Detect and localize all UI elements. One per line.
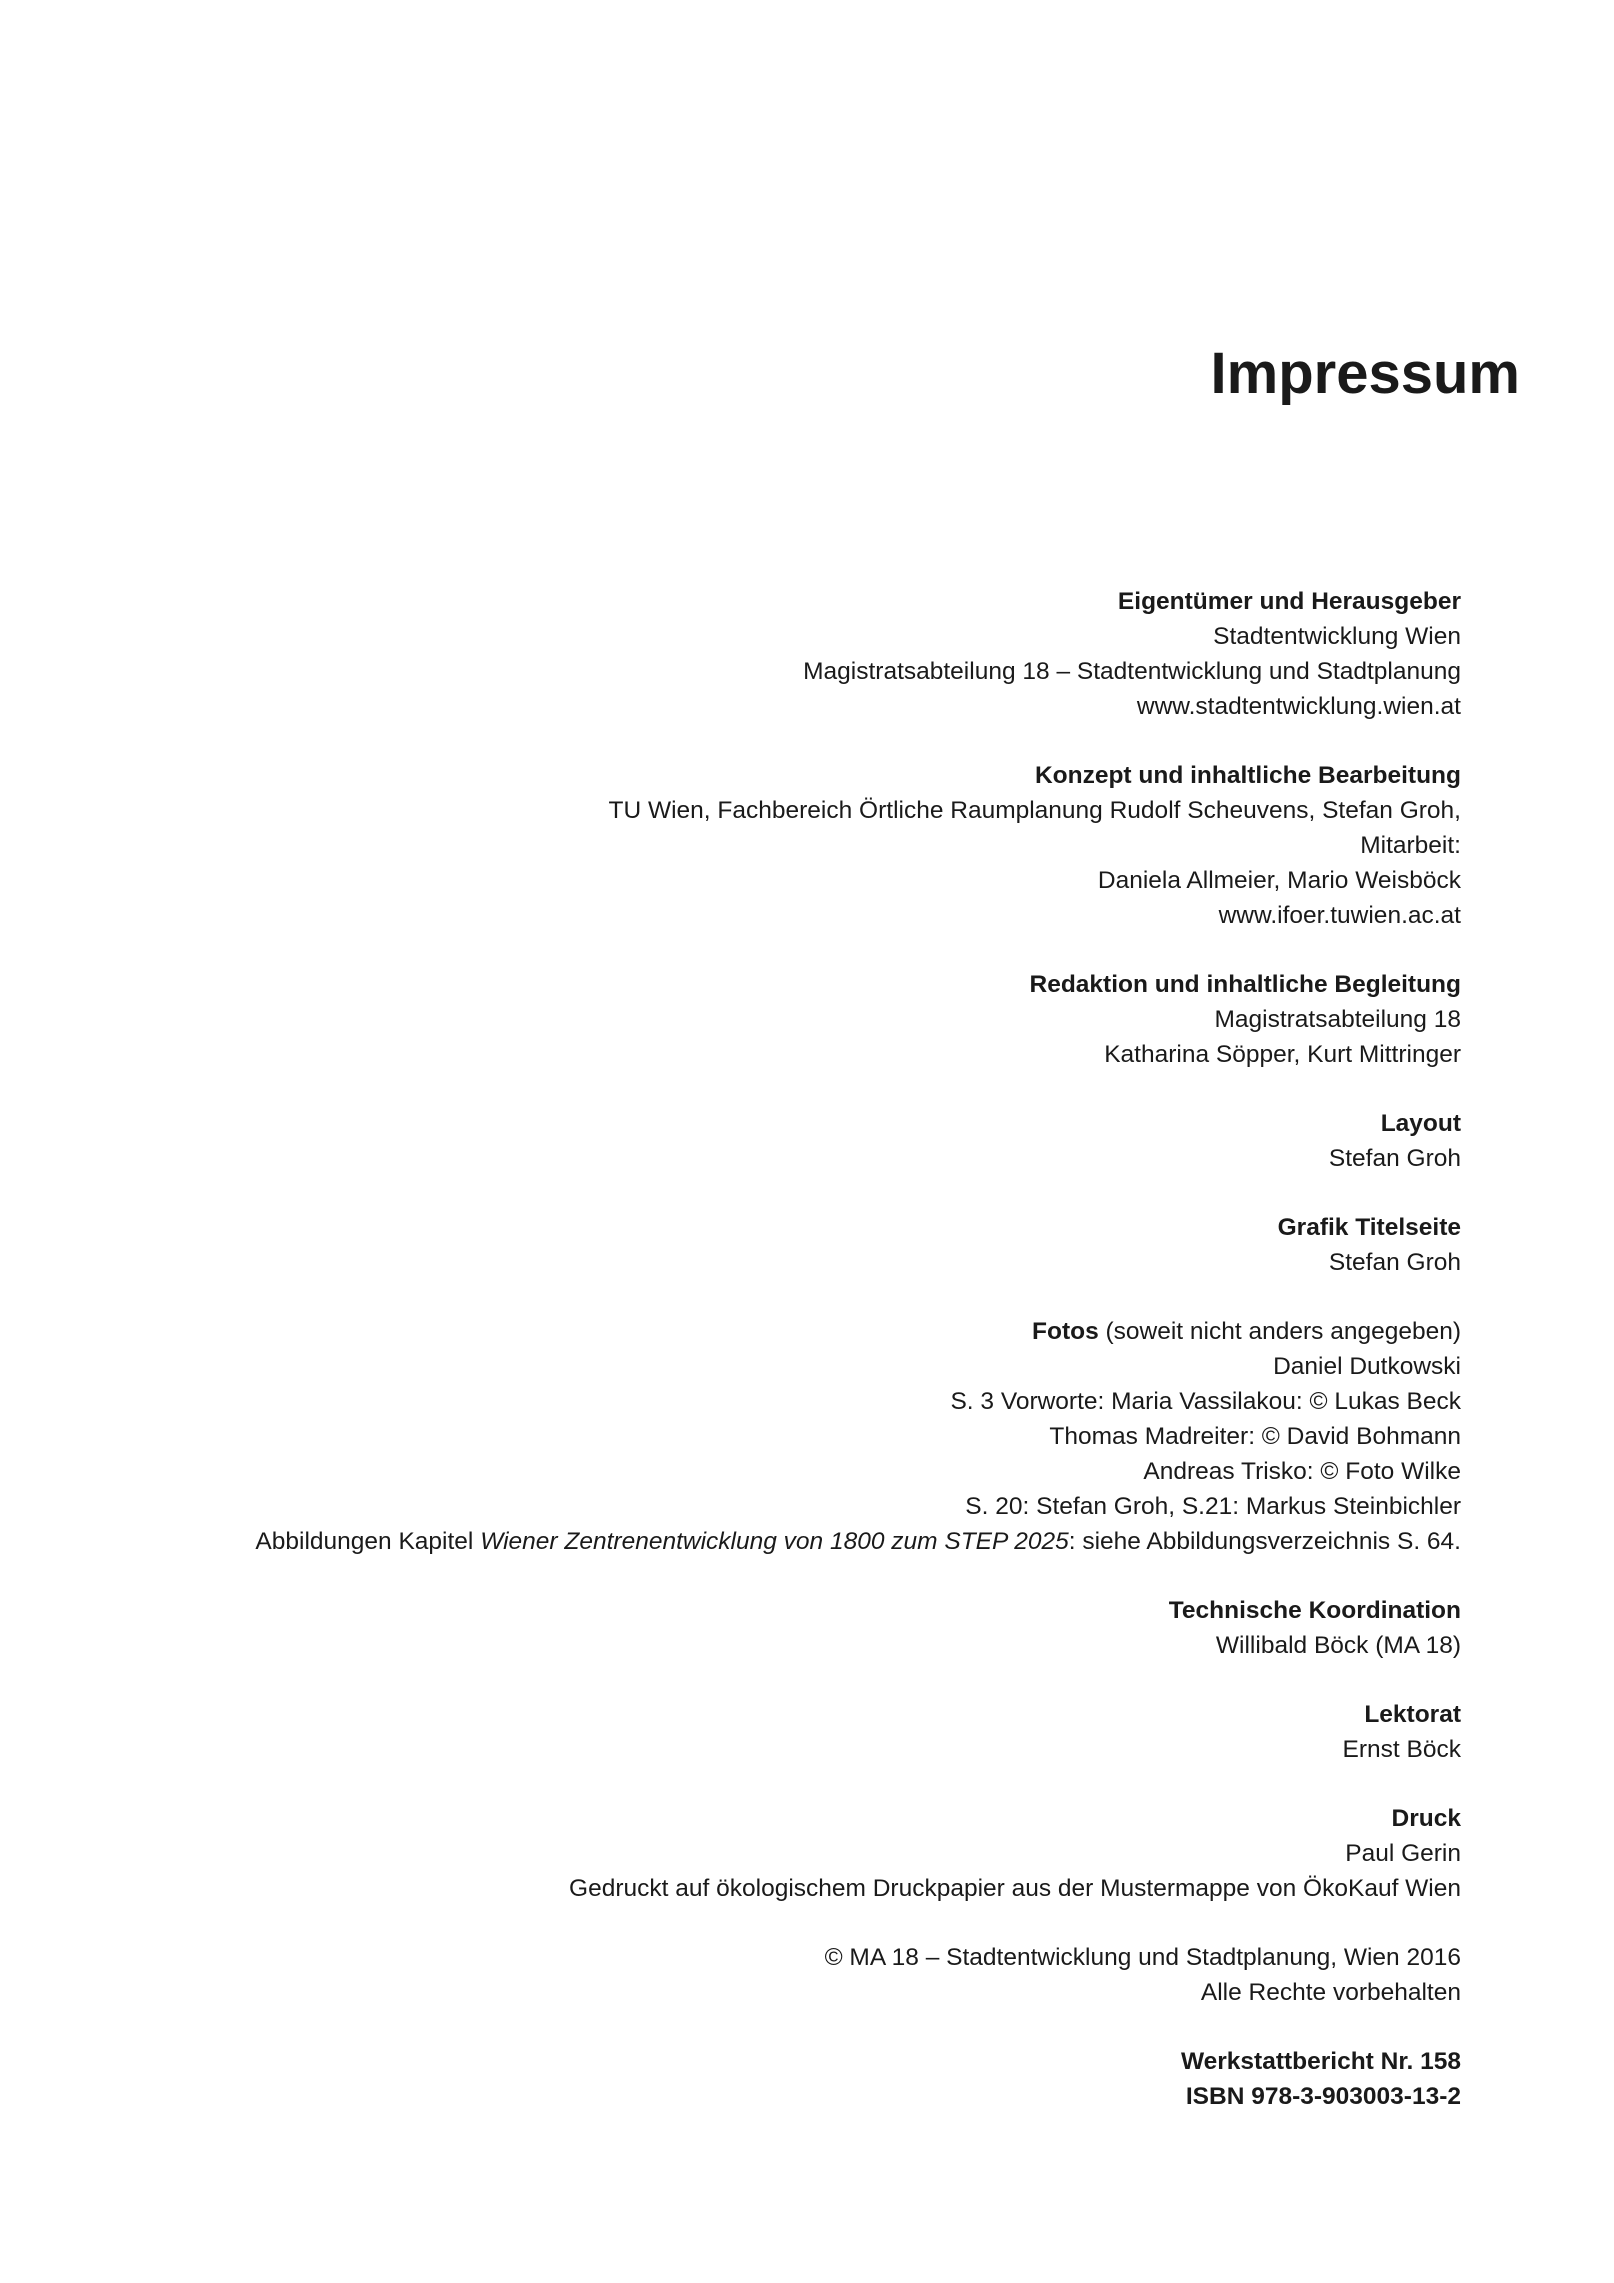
isbn: ISBN 978-3-903003-13-2	[1185, 2083, 1461, 2110]
print-heading: Druck	[1391, 1805, 1461, 1832]
proofreading-person: Ernst Böck	[1342, 1736, 1461, 1763]
layout-heading: Layout	[1380, 1110, 1461, 1137]
concept-section	[61, 758, 1461, 933]
coordination-section	[61, 1593, 1461, 1663]
concept-authors: TU Wien, Fachbereich Örtliche Raumplanung Rudolf Scheuvens, Stefan Groh,	[608, 797, 1461, 824]
page-title: Impressum	[1210, 341, 1520, 406]
photos-section	[61, 1314, 1461, 1559]
imprint-block	[61, 584, 1461, 2148]
owner-name: Stadtentwicklung Wien	[1213, 623, 1461, 650]
photos-credit-4: S. 20: Stefan Groh, S.21: Markus Steinbichler	[965, 1493, 1461, 1520]
cover-graphic-designer: Stefan Groh	[1328, 1249, 1461, 1276]
photos-figures-credit	[61, 1524, 1461, 1559]
photos-credit-1: S. 3 Vorworte: Maria Vassilakou: © Lukas Beck	[950, 1388, 1461, 1415]
photos-heading: Fotos	[1032, 1318, 1099, 1345]
coordination-person: Willibald Böck (MA 18)	[1215, 1632, 1461, 1659]
coordination-heading: Technische Koordination	[1168, 1597, 1461, 1624]
owner-section	[61, 584, 1461, 724]
editorial-department: Magistratsabteilung 18	[1214, 1006, 1461, 1033]
editorial-editors: Katharina Söpper, Kurt Mittringer	[1104, 1041, 1461, 1068]
proofreading-heading: Lektorat	[1364, 1701, 1461, 1728]
concept-collaboration-label: Mitarbeit:	[1360, 832, 1461, 859]
copyright-notice: © MA 18 – Stadtentwicklung und Stadtplanung, Wien 2016	[824, 1944, 1461, 1971]
owner-heading: Eigentümer und Herausgeber	[1117, 588, 1461, 615]
photos-heading-line	[61, 1314, 1461, 1349]
cover-graphic-heading: Grafik Titelseite	[1277, 1214, 1461, 1241]
editorial-heading: Redaktion und inhaltliche Begleitung	[1029, 971, 1461, 998]
report-number: Werkstattbericht Nr. 158	[1180, 2048, 1461, 2075]
owner-website-link[interactable]: www.stadtentwicklung.wien.at	[1136, 693, 1461, 720]
cover-graphic-section	[61, 1210, 1461, 1280]
report-section	[61, 2044, 1461, 2114]
proofreading-section	[61, 1697, 1461, 1767]
owner-department: Magistratsabteilung 18 – Stadtentwicklung und Stadtplanung	[803, 658, 1461, 685]
photos-credit-2: Thomas Madreiter: © David Bohmann	[1049, 1423, 1461, 1450]
concept-website-link[interactable]: www.ifoer.tuwien.ac.at	[1218, 902, 1461, 929]
photos-figures-prefix: Abbildungen Kapitel	[255, 1528, 481, 1555]
editorial-section	[61, 967, 1461, 1072]
photos-heading-note: (soweit nicht anders angegeben)	[1098, 1318, 1461, 1345]
layout-section	[61, 1106, 1461, 1176]
layout-designer: Stefan Groh	[1328, 1145, 1461, 1172]
concept-heading: Konzept und inhaltliche Bearbeitung	[1034, 762, 1461, 789]
print-printer: Paul Gerin	[1345, 1840, 1461, 1867]
photos-photographer: Daniel Dutkowski	[1273, 1353, 1461, 1380]
rights-reserved: Alle Rechte vorbehalten	[1200, 1979, 1461, 2006]
copyright-section	[61, 1940, 1461, 2010]
photos-figures-suffix: : siehe Abbildungsverzeichnis S. 64.	[1068, 1528, 1461, 1555]
print-paper-note: Gedruckt auf ökologischem Druckpapier aus der Mustermappe von ÖkoKauf Wien	[569, 1875, 1461, 1902]
photos-credit-3: Andreas Trisko: © Foto Wilke	[1143, 1458, 1461, 1485]
photos-figures-chapter-title: Wiener Zentrenentwicklung von 1800 zum STEP 2025	[480, 1528, 1069, 1555]
concept-collaborators: Daniela Allmeier, Mario Weisböck	[1097, 867, 1461, 894]
print-section	[61, 1801, 1461, 1906]
